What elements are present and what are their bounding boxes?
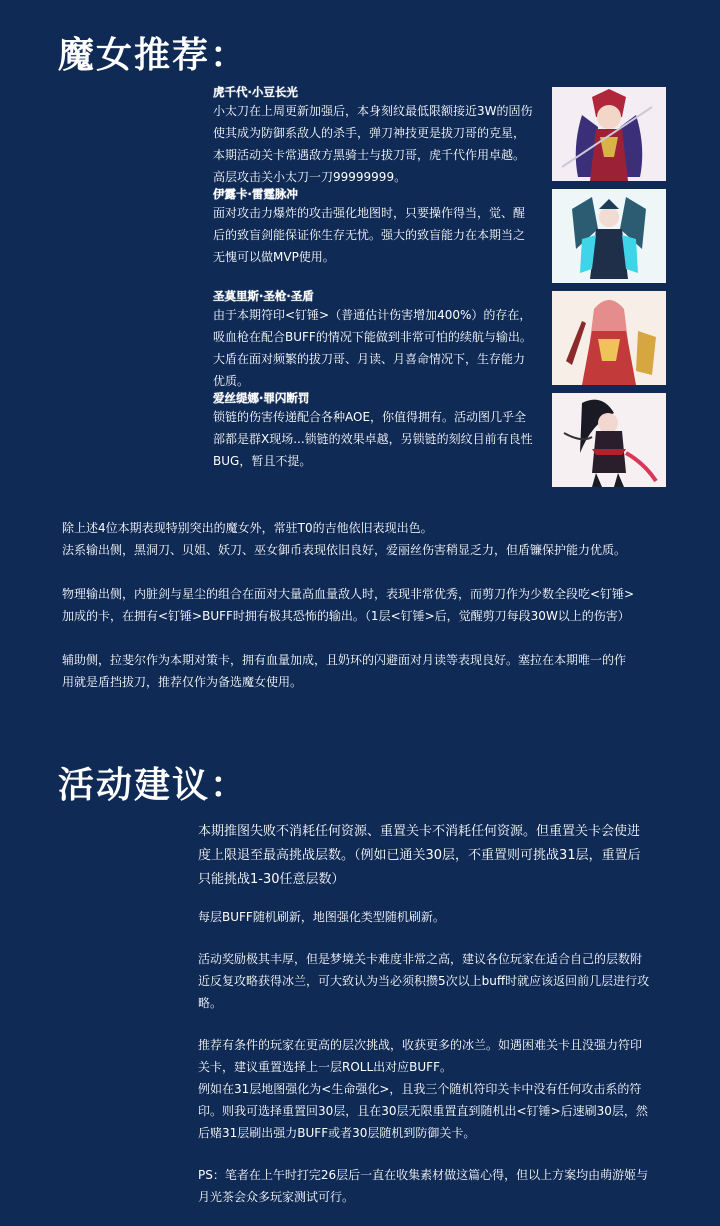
lancer-witch-portrait-icon xyxy=(552,291,666,385)
advice-paragraph: 推荐有条件的玩家在更高的层次挑战，收获更多的冰兰。如遇困难关卡且没强力符印关卡，建议重置选择上一层ROLL出对应BUFF。 xyxy=(198,1038,643,1074)
advice-paragraph: 本期推图失败不消耗任何资源、重置关卡不消耗任何资源。但重置关卡会使进度上限退至最高挑战层数。（例如已通关30层，不重置则可挑战31层，重置后只能挑战1-30任意层数） xyxy=(198,824,641,887)
witch-name: 伊露卡·雷霆脉冲 xyxy=(213,187,298,201)
mecha-witch-portrait-icon xyxy=(552,189,666,283)
advice-paragraph: 例如在31层地图强化为<生命强化>，且我三个随机符印关卡中没有任何攻击系的符印。则我可选择重置回30层，且在30层无限重置直到随机出<钉锤>后速刷30层，然后赌31层刷出强力BUFF或者30层随机到防御关卡。 xyxy=(198,1082,648,1140)
witch-description: 由于本期符印<钉锤>（普通估计伤害增加400%）的存在，吸血枪在配合BUFF的情况下能做到非常可怕的续航与输出。大盾在面对频繁的拔刀哥、月读、月喜命情况下，生存能力优质。 xyxy=(213,308,532,388)
summary-line: 加成的卡，在拥有<钉锤>BUFF时拥有极其恐怖的输出。（1层<钉锤>后，觉醒剪刀每段30W以上的伤害） xyxy=(62,609,630,623)
summary-line: 物理输出侧，内脏剑与星尘的组合在面对大量高血量敌人时，表现非常优秀，而剪刀作为少数全段吃<钉锤> xyxy=(62,587,635,601)
witch-card xyxy=(213,288,533,392)
chain-witch-portrait-icon xyxy=(552,393,666,487)
witch-name: 虎千代·小豆长光 xyxy=(213,85,298,99)
section-title-witch-recommend: 魔女推荐： xyxy=(58,35,249,76)
summary-line: 除上述4位本期表现特别突出的魔女外，常驻T0的吉他依旧表现出色。 xyxy=(62,521,433,535)
witch-name: 圣莫里斯·圣枪·圣盾 xyxy=(213,289,314,303)
witch-description: 面对攻击力爆炸的攻击强化地图时，只要操作得当，觉、醒后的致盲剑能保证你生存无忧。强大的致盲能力在本期当之无愧可以做MVP使用。 xyxy=(213,206,526,264)
witch-card xyxy=(213,84,533,188)
summary-line: 辅助侧，拉斐尔作为本期对策卡，拥有血量加成，且奶环的闪避面对月读等表现良好。塞拉在本期唯一的作 xyxy=(62,653,627,667)
event-advice xyxy=(198,820,650,1208)
section-title-event-advice: 活动建议： xyxy=(58,765,249,806)
advice-paragraph: 每层BUFF随机刷新，地图强化类型随机刷新。 xyxy=(198,910,445,924)
samurai-witch-portrait-icon xyxy=(552,87,666,181)
witch-card xyxy=(213,390,533,472)
witch-description: 小太刀在上周更新加强后，本身刻纹最低限额接近3W的固伤使其成为防御系敌人的杀手，弹刀神技更是拔刀哥的克星，本期活动关卡常遇敌方黑骑士与拔刀哥，虎千代作用卓越。高层攻击关小太刀一刀99999999。 xyxy=(213,104,533,184)
summary-line: 法系输出侧，黑洞刀、贝姐、妖刀、巫女御币表现依旧良好，爱丽丝伤害稍显乏力，但盾镰保护能力优质。 xyxy=(62,543,627,557)
summary-line: 用就是盾挡拔刀，推荐仅作为备选魔女使用。 xyxy=(62,675,303,689)
witch-name: 爱丝缇娜·罪闪断罚 xyxy=(213,391,310,405)
witch-card xyxy=(213,186,533,268)
witch-description: 锁链的伤害传递配合各种AOE，你值得拥有。活动图几乎全部都是群X现场...锁链的效果卓越，另锁链的刻纹目前有良性BUG，暂且不提。 xyxy=(213,410,533,468)
advice-paragraph: 活动奖励极其丰厚，但是梦境关卡难度非常之高，建议各位玩家在适合自己的层数附近反复攻略获得冰兰，可大致认为当必须积攒5次以上buff时就应该返回前几层进行攻略。 xyxy=(198,952,650,1010)
witch-summary xyxy=(62,517,702,693)
advice-paragraph: PS：笔者在上午时打完26层后一直在收集素材做这篇心得，但以上方案均由萌游姬与月光茶会众多玩家测试可行。 xyxy=(198,1168,649,1204)
